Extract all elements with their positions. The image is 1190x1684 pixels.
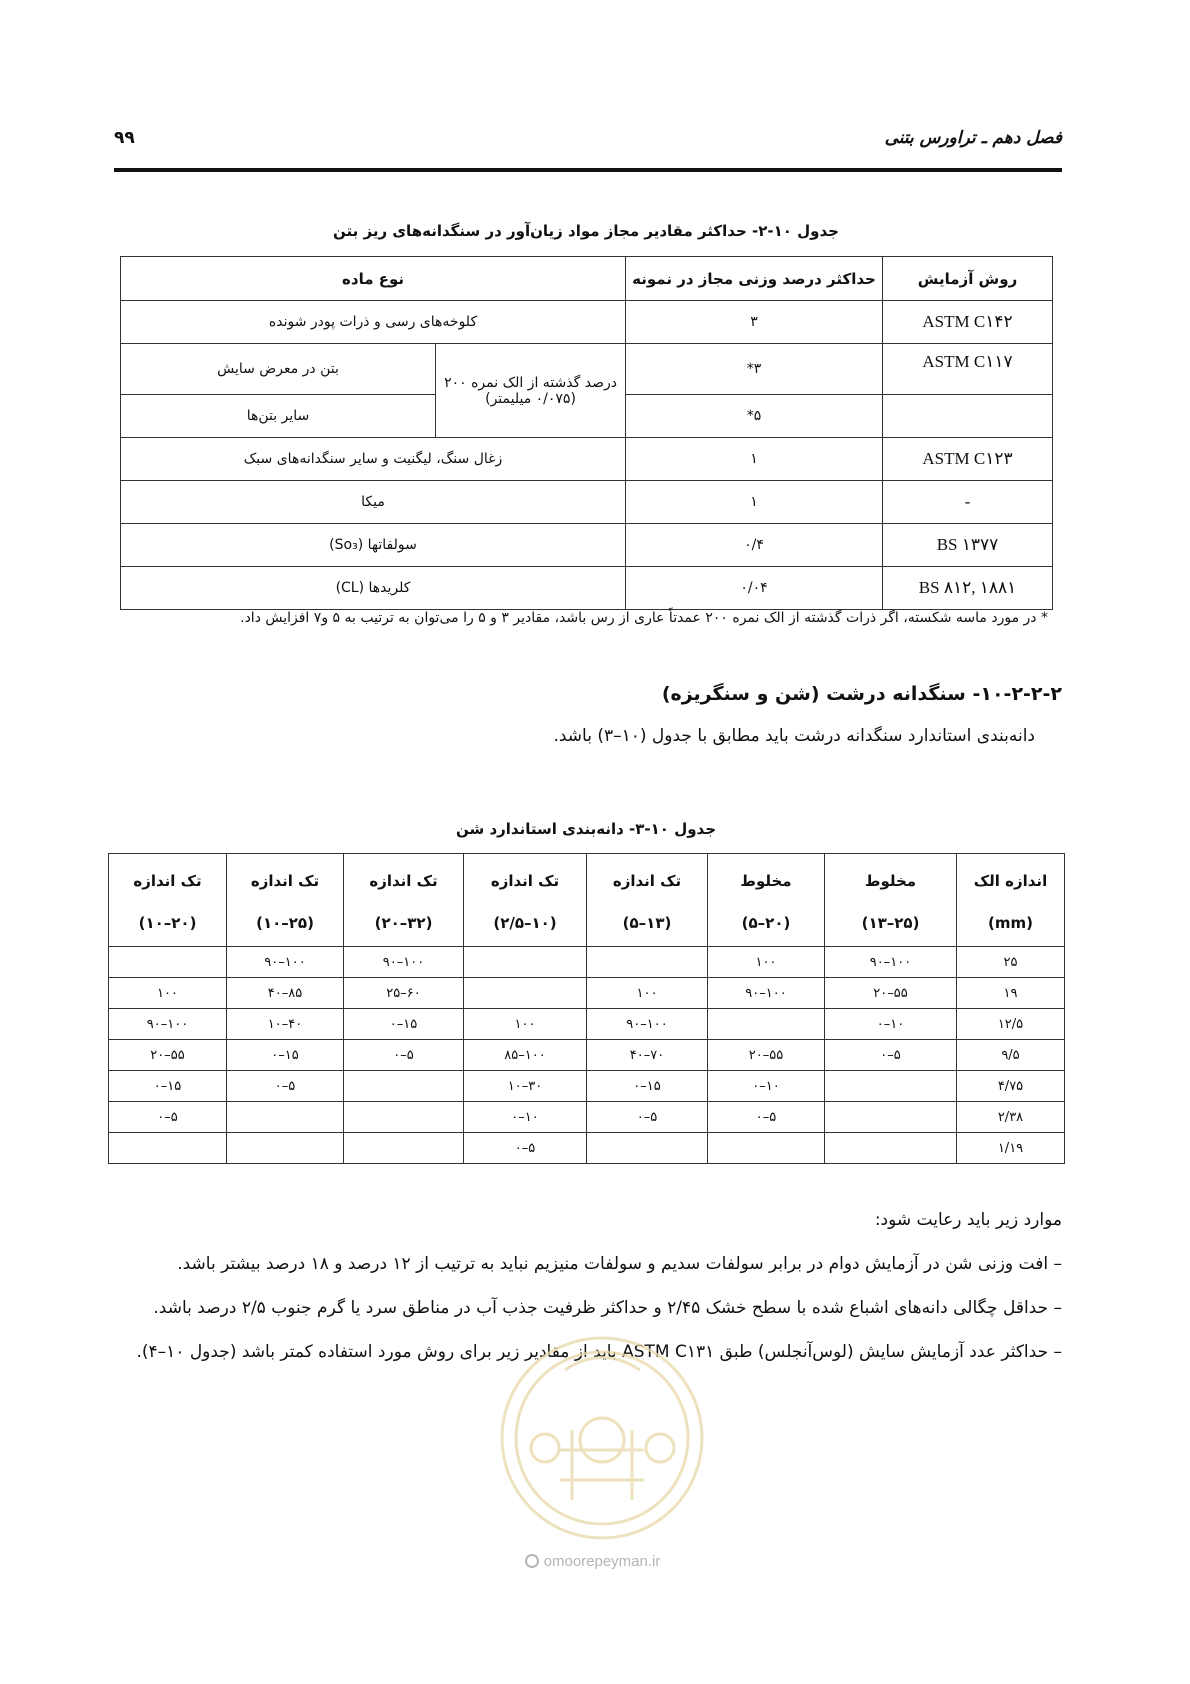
- table-cell: [587, 1133, 708, 1164]
- cell-value: ۵*: [626, 395, 883, 438]
- cell-subcategory: سایر بتن‌ها: [121, 395, 436, 438]
- requirement-item: – حداکثر عدد آزمایش سایش (لوس‌آنجلس) طبق ASTM C۱۳۱ باید از مقادیر زیر برای روش مورد استفاده کمتر باشد (جدول ۱۰–۴).: [136, 1342, 1062, 1362]
- cell-method-empty: [883, 395, 1053, 438]
- table-cell: ۵–۰: [708, 1102, 825, 1133]
- table-cell: [344, 1102, 464, 1133]
- table-cell: [109, 1133, 227, 1164]
- table-cell: ۱۰۰–۸۵: [464, 1040, 587, 1071]
- header-col-3: تک اندازه (۱۳–۵): [587, 854, 708, 947]
- cell-value: ۰/۰۴: [626, 567, 883, 610]
- table-cell: ۱۵–۰: [227, 1040, 344, 1071]
- table-cell: ۱۰۰–۹۰: [587, 1009, 708, 1040]
- table-cell: ۱۰–۰: [464, 1102, 587, 1133]
- table-cell: ۱۰۰–۹۰: [344, 947, 464, 978]
- cell-method: ASTM C۱۱۷: [883, 344, 1053, 395]
- table-cell: ۵۵–۲۰: [708, 1040, 825, 1071]
- cell-method: BS ۱۳۷۷: [883, 524, 1053, 567]
- table-row: [109, 1102, 1065, 1133]
- cell-subcategory: بتن در معرض سایش: [121, 344, 436, 395]
- table-cell: [227, 1102, 344, 1133]
- header-sieve-size: اندازه الک (mm): [957, 854, 1065, 947]
- table-cell: ۱۰۰–۹۰: [227, 947, 344, 978]
- publisher-watermark: [490, 1330, 715, 1590]
- table-cell: ۵۵–۲۰: [825, 978, 957, 1009]
- cell-method: ASTM C۱۴۲: [883, 301, 1053, 344]
- table1-caption: جدول ۱۰-۲- حداکثر مقادیر مجاز مواد زیان‌آور در سنگدانه‌های ریز بتن: [333, 222, 839, 240]
- table-cell: ۹/۵: [957, 1040, 1065, 1071]
- table-row: [121, 438, 1053, 481]
- table-cell: [587, 947, 708, 978]
- header-col-4: تک اندازه (۱۰–۲/۵): [464, 854, 587, 947]
- table-cell: ۴۰–۱۰: [227, 1009, 344, 1040]
- header-col-5: تک اندازه (۳۲–۲۰): [344, 854, 464, 947]
- table-cell: [464, 978, 587, 1009]
- requirement-item: – حداقل چگالی دانه‌های اشباع شده با سطح خشک ۲/۴۵ و حداکثر ظرفیت جذب آب در مناطق سرد یا گرم جنوب ۲/۵ درصد باشد.: [153, 1298, 1062, 1318]
- table-row: [109, 1009, 1065, 1040]
- cell-value: ۱: [626, 438, 883, 481]
- table-row: [109, 1071, 1065, 1102]
- seal-icon: [490, 1330, 715, 1590]
- table-cell: ۱۵–۰: [109, 1071, 227, 1102]
- table-cell: ۶۰–۲۵: [344, 978, 464, 1009]
- table-cell: [708, 1133, 825, 1164]
- table-header-row: [121, 257, 1053, 301]
- table-cell: ۱/۱۹: [957, 1133, 1065, 1164]
- chapter-title: فصل دهم ـ تراورس بتنی: [884, 128, 1062, 148]
- table-cell: ۱۰۰–۹۰: [708, 978, 825, 1009]
- cell-value: ۰/۴: [626, 524, 883, 567]
- table-cell: ۱۰۰: [109, 978, 227, 1009]
- table-row: [109, 978, 1065, 1009]
- table-cell: [825, 1071, 957, 1102]
- table-cell: ۱۹: [957, 978, 1065, 1009]
- cell-material: کلوخه‌های رسی و ذرات پودر شونده: [121, 301, 626, 344]
- coarse-grading-table: [108, 853, 1065, 1164]
- page-number: ۹۹: [114, 128, 135, 148]
- table-cell: ۷۰–۴۰: [587, 1040, 708, 1071]
- header-col-7: تک اندازه (۲۰–۱۰): [109, 854, 227, 947]
- harmful-materials-table: [120, 256, 1053, 610]
- table-row: [121, 344, 1053, 395]
- table-cell: ۴/۷۵: [957, 1071, 1065, 1102]
- table-cell: ۳۰–۱۰: [464, 1071, 587, 1102]
- table-row: [109, 1040, 1065, 1071]
- table-header-row: [109, 854, 1065, 947]
- table-cell: ۱۵–۰: [587, 1071, 708, 1102]
- table-cell: [825, 1102, 957, 1133]
- watermark-url: omoorepeyman.ir: [543, 1553, 661, 1570]
- header-material: نوع ماده: [121, 257, 626, 301]
- cell-value: ۳*: [626, 344, 883, 395]
- table-cell: ۸۵–۴۰: [227, 978, 344, 1009]
- table-row: [109, 1133, 1065, 1164]
- table-row: [109, 947, 1065, 978]
- table1-footnote: * در مورد ماسه شکسته، اگر ذرات گذشته از الک نمره ۲۰۰ عمدتاً عاری از رس باشد، مقادیر ۳ و ۵ را می‌توان به ترتیب به ۵ و۷ افزایش داد.: [240, 610, 1048, 626]
- table-cell: [344, 1071, 464, 1102]
- table-cell: ۲/۳۸: [957, 1102, 1065, 1133]
- cell-value: ۱: [626, 481, 883, 524]
- table-row: [121, 301, 1053, 344]
- header-col-2: مخلوط (۲۰–۵): [708, 854, 825, 947]
- header-col-6: تک اندازه (۲۵–۱۰): [227, 854, 344, 947]
- table-cell: ۵–۰: [344, 1040, 464, 1071]
- table-cell: [825, 1133, 957, 1164]
- table2-caption: جدول ۱۰-۳- دانه‌بندی استاندارد شن: [455, 820, 717, 838]
- table-cell: [708, 1009, 825, 1040]
- cell-method: BS ۸۱۲, ۱۸۸۱: [883, 567, 1053, 610]
- at-icon: [526, 1555, 538, 1567]
- table-cell: ۱۰۰: [464, 1009, 587, 1040]
- table-cell: ۵–۰: [825, 1040, 957, 1071]
- table-cell: ۱۰۰: [587, 978, 708, 1009]
- table-row: [121, 524, 1053, 567]
- cell-material: کلریدها (CL): [121, 567, 626, 610]
- table-cell: [464, 947, 587, 978]
- table-cell: ۲۵: [957, 947, 1065, 978]
- header-max-percent: حداکثر درصد وزنی مجاز در نمونه: [626, 257, 883, 301]
- header-col-1: مخلوط (۲۵–۱۳): [825, 854, 957, 947]
- table-cell: ۱۰۰–۹۰: [825, 947, 957, 978]
- cell-method: -: [883, 481, 1053, 524]
- table-cell: ۵–۰: [587, 1102, 708, 1133]
- section-intro: دانه‌بندی استاندارد سنگدانه درشت باید مطابق با جدول (۱۰–۳) باشد.: [553, 726, 1035, 746]
- table-cell: [227, 1133, 344, 1164]
- header-method: روش آزمایش: [883, 257, 1053, 301]
- header-rule: [114, 168, 1062, 172]
- table-cell: ۱۰۰: [708, 947, 825, 978]
- table-cell: ۵–۰: [109, 1102, 227, 1133]
- cell-method: ASTM C۱۲۳: [883, 438, 1053, 481]
- cell-value: ۳: [626, 301, 883, 344]
- running-head: [114, 128, 1062, 158]
- table-cell: ۵–۰: [464, 1133, 587, 1164]
- table-cell: ۱۲/۵: [957, 1009, 1065, 1040]
- cell-material: درصد گذشته از الک نمره ۲۰۰ (۰/۰۷۵ میلیمتر): [436, 344, 626, 438]
- section-heading: ۱۰-۲-۲-۲- سنگدانه درشت (شن و سنگریزه): [661, 683, 1062, 705]
- cell-material: زغال سنگ، لیگنیت و سایر سنگدانه‌های سبک: [121, 438, 626, 481]
- cell-material: سولفاتها (So₃): [121, 524, 626, 567]
- table-cell: [109, 947, 227, 978]
- table-cell: [344, 1133, 464, 1164]
- requirements-lead: موارد زیر باید رعایت شود:: [874, 1210, 1062, 1230]
- table-cell: ۱۵–۰: [344, 1009, 464, 1040]
- table-cell: ۵۵–۲۰: [109, 1040, 227, 1071]
- table-row: [121, 567, 1053, 610]
- requirement-item: – افت وزنی شن در آزمایش دوام در برابر سولفات سدیم و سولفات منیزیم نباید به ترتیب از ۱۲ درصد و ۱۸ درصد بیشتر باشد.: [177, 1254, 1062, 1274]
- table-cell: ۵–۰: [227, 1071, 344, 1102]
- table-cell: ۱۰–۰: [708, 1071, 825, 1102]
- cell-material: میکا: [121, 481, 626, 524]
- table-row: [121, 481, 1053, 524]
- table-cell: ۱۰–۰: [825, 1009, 957, 1040]
- table-cell: ۱۰۰–۹۰: [109, 1009, 227, 1040]
